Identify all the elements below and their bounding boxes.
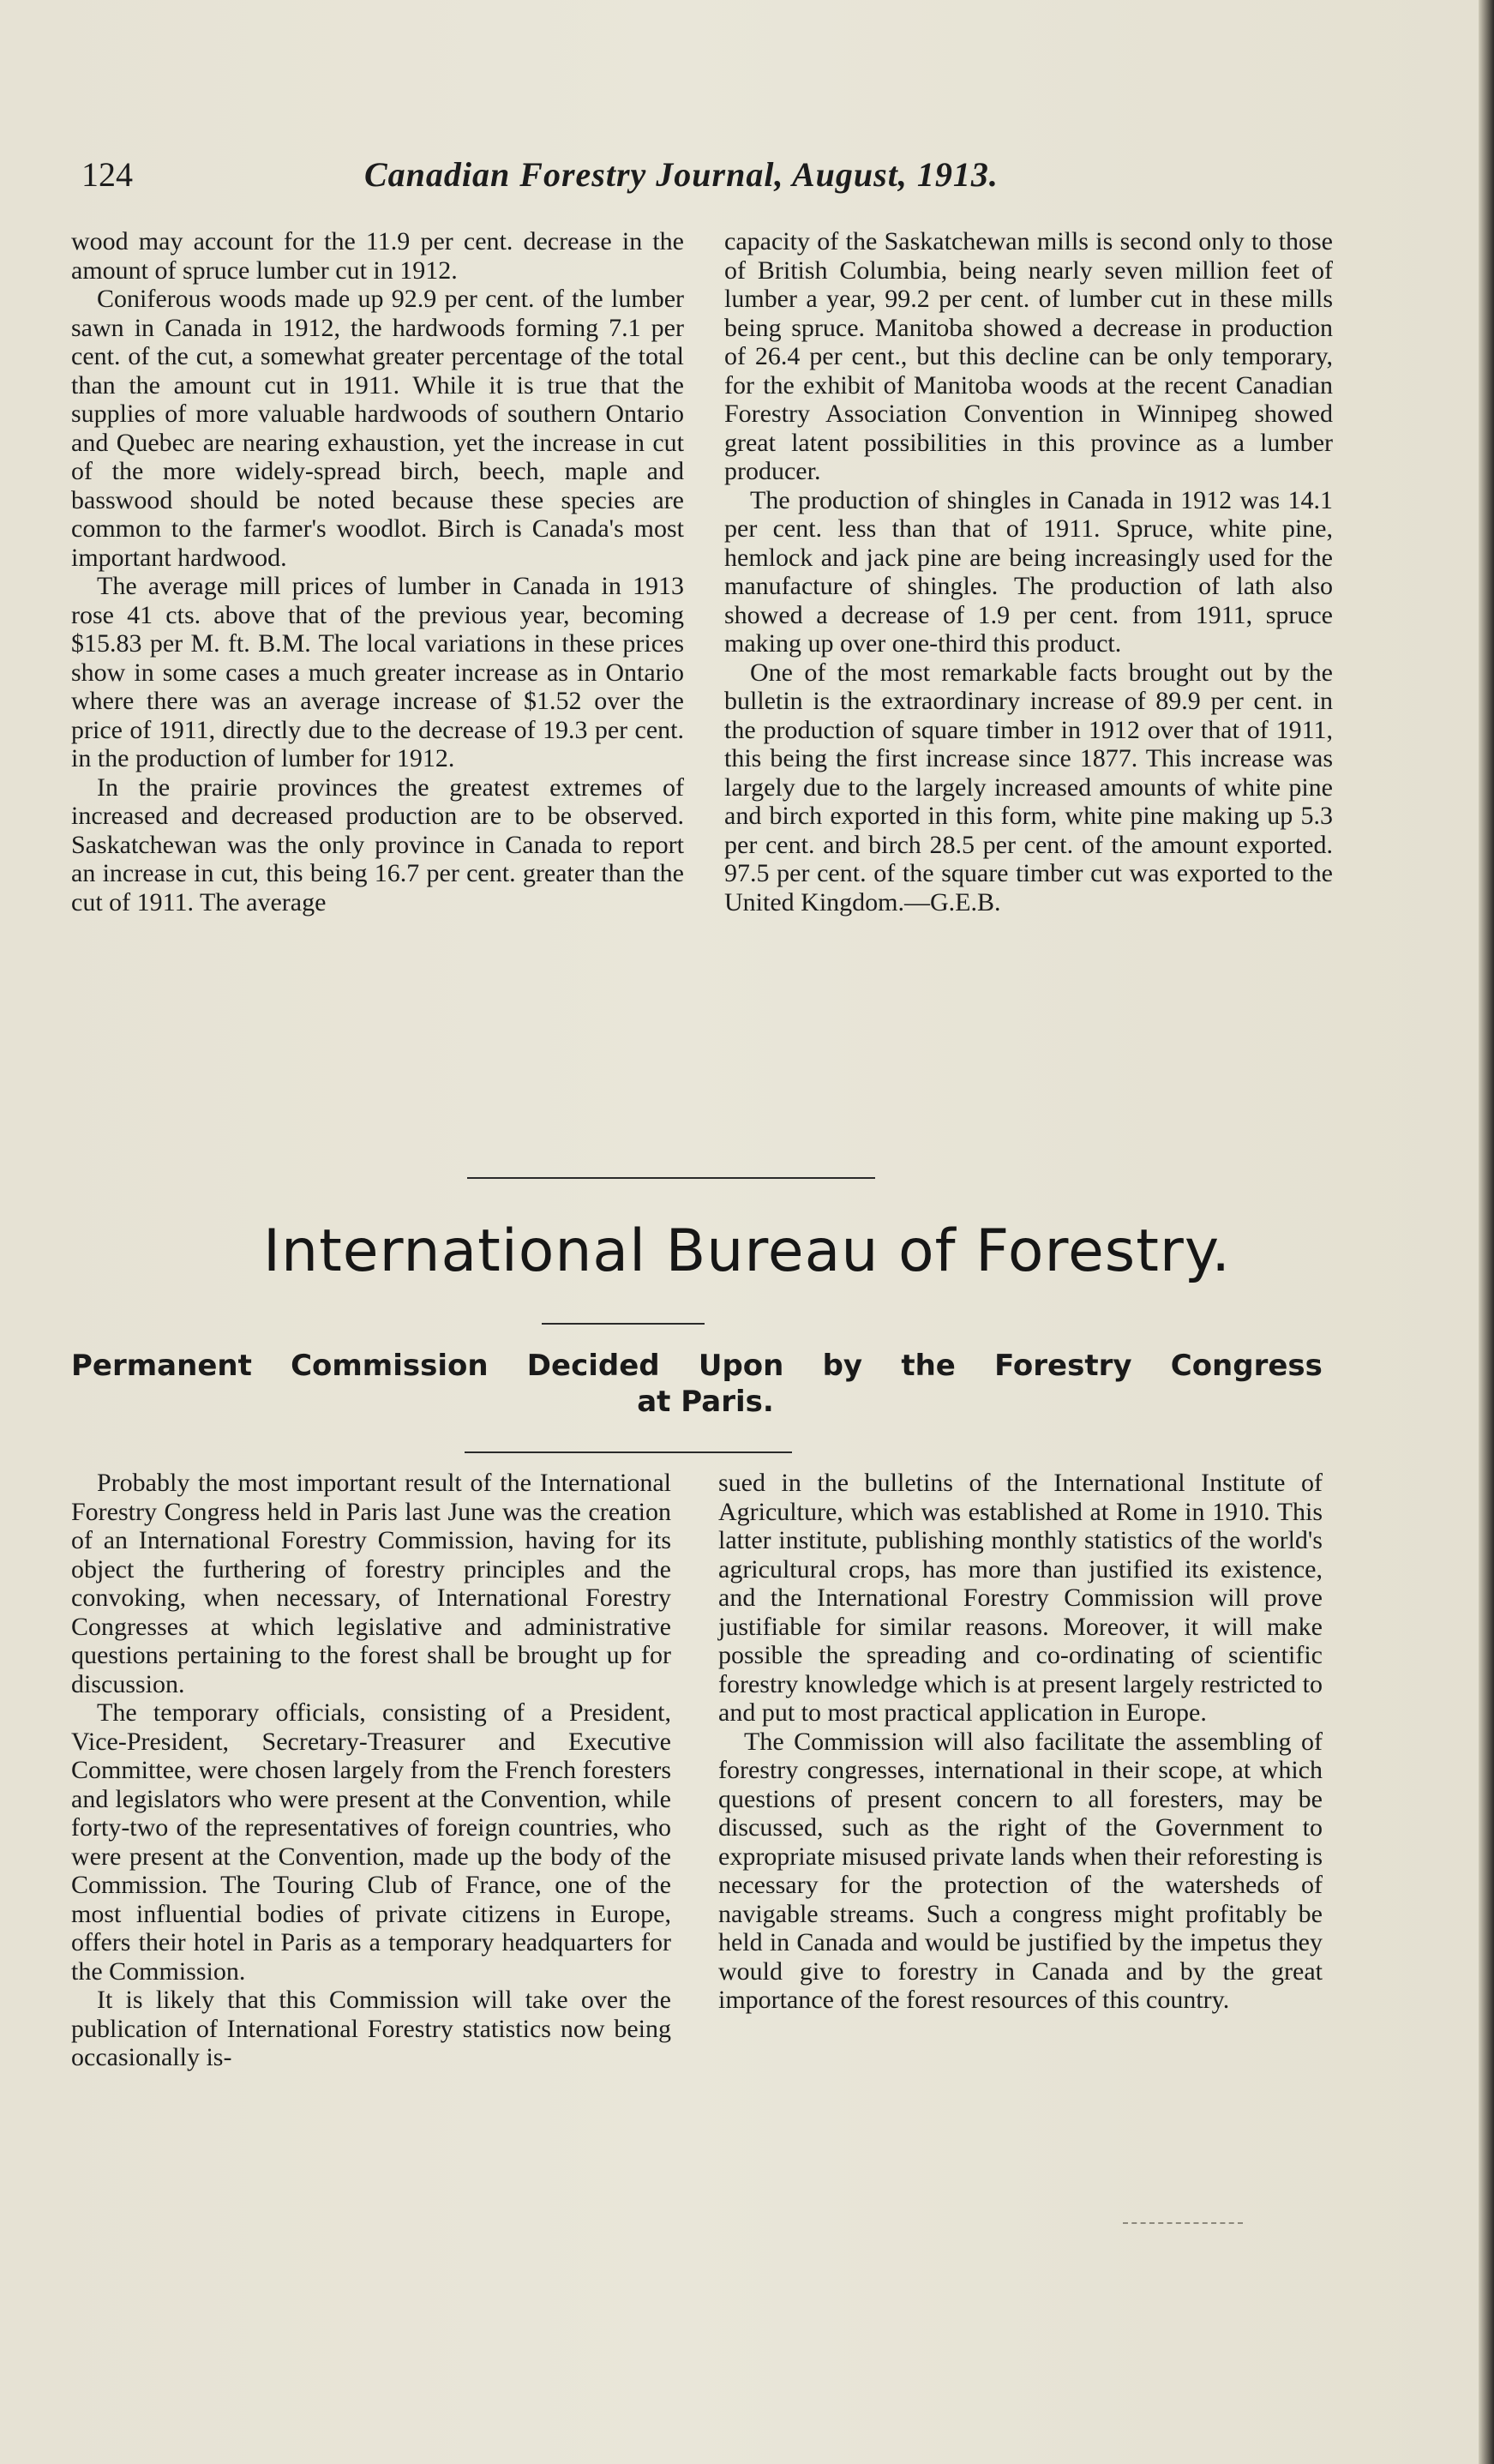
paragraph: sued in the bulletins of the International Institute of Agriculture, which was established at Rome in 1910. This latter institute, publishing monthly statistics of the world's agricultural crops, has more than justified its existence, and the International Forestry Commission will prove justifiable for similar reasons. Moreover, it will make possible the spreading and co-ordinating of scientific forestry knowledge which is at present largely restricted to and put to most practical application in Europe.	[718, 1469, 1323, 1727]
subtitle-line-1	[71, 1348, 1323, 1384]
paragraph: Coniferous woods made up 92.9 per cent. of the lumber sawn in Canada in 1912, the hardwoods forming 7.1 per cent. of the cut, a somewhat greater percentage of the total than the amount cut in 1911. While it is true that the supplies of more valuable hardwoods of southern Ontario and Quebec are nearing exhaustion, yet the increase in cut of the more widely-spread birch, beech, maple and basswood should be noted because these species are common to the farmer's woodlot. Birch is Canada's most important hardwood.	[71, 285, 684, 572]
subtitle-line-2: at Paris.	[637, 1385, 774, 1419]
paragraph: Probably the most important result of the International Forestry Congress held in Paris last June was the creation of an International Forestry Commission, having for its object the furthering of forestry principles and the convoking, when necessary, of International Forestry Congresses at which legislative and administrative questions pertaining to the forest shall be brought up for discussion.	[71, 1469, 671, 1698]
article-title: International Bureau of Forestry.	[262, 1217, 1231, 1285]
subtitle-word: Congress	[1170, 1349, 1323, 1383]
paragraph: The Commission will also facilitate the assembling of forestry congresses, international in their scope, at which questions of present concern to all foresters, may be discussed, such as the right of the Government to expropriate misused private lands when their reforesting is necessary for the protection of the watersheds of navigable streams. Such a congress might profitably be held in Canada and would be justified by the impetus they would give to forestry in Canada and by the great importance of the forest resources of this country.	[718, 1727, 1323, 2014]
paragraph: It is likely that this Commission will take over the publication of International Forestry statistics now being occasionally is-	[71, 1986, 671, 2071]
article2-column-right	[718, 1469, 1323, 2015]
paragraph: The average mill prices of lumber in Canada in 1913 rose 41 cts. above that of the previous year, becoming $15.83 per M. ft. B.M. The local variations in these prices show in some cases a much greater increase as in Ontario where there was an average increase of $1.52 over the price of 1911, directly due to the decrease of 19.3 per cent. in the production of lumber for 1912.	[71, 572, 684, 772]
subtitle-word: Permanent	[71, 1349, 252, 1383]
subtitle-word: Commission	[291, 1349, 489, 1383]
subtitle-word: Upon	[698, 1349, 784, 1383]
paragraph: One of the most remarkable facts brought out by the bulletin is the extraordinary increase of 89.9 per cent. in the production of square timber in 1912 over that of 1911, this being the first increase since 1877. This increase was largely due to the largely increased amounts of white pine and birch exported in this form, white pine making up 5.3 per cent. and birch 28.5 per cent. of the amount exported. 97.5 per cent. of the square timber cut was exported to the United Kingdom.—G.E.B.	[724, 658, 1333, 916]
paragraph: The production of shingles in Canada in 1912 was 14.1 per cent. less than that of 1911. Spruce, white pine, hemlock and jack pine are being increasingly used for the manufacture of shingles. The production of lath also showed a decrease of 1.9 per cent. from 1911, spruce making up over one-third this product.	[724, 485, 1333, 658]
article1-column-right	[724, 227, 1333, 916]
article2-column-left	[71, 1469, 671, 2072]
page-number: 124	[81, 155, 133, 194]
page-header	[81, 154, 1067, 206]
subtitle-divider	[465, 1451, 792, 1453]
subtitle-word: Forestry	[994, 1349, 1132, 1383]
article-subtitle	[71, 1348, 1323, 1420]
paragraph: wood may account for the 11.9 per cent. decrease in the amount of spruce lumber cut in 1912.	[71, 227, 684, 285]
paragraph: capacity of the Saskatchewan mills is second only to those of British Columbia, being nearly seven million feet of lumber a year, 99.2 per cent. of lumber cut in these mills being spruce. Manitoba showed a decrease in production of 26.4 per cent., but this decline can be only temporary, for the exhibit of Manitoba woods at the recent Canadian Forestry Association Convention in Winnipeg showed great latent possibilities in this province as a lumber producer.	[724, 227, 1333, 485]
section-divider	[467, 1177, 875, 1179]
title-underline	[542, 1323, 705, 1325]
footer-dash-mark	[1123, 2222, 1243, 2224]
article1-column-left	[71, 227, 684, 916]
subtitle-word: by	[822, 1349, 863, 1383]
journal-title: Canadian Forestry Journal, August, 1913.	[364, 155, 999, 194]
subtitle-word: Decided	[526, 1349, 660, 1383]
paragraph: In the prairie provinces the greatest extremes of increased and decreased production are to be observed. Saskatchewan was the only province in Canada to report an increase in cut, this being 16.7 per cent. greater than the cut of 1911. The average	[71, 772, 684, 916]
subtitle-word: the	[901, 1349, 956, 1383]
paragraph: The temporary officials, consisting of a President, Vice-President, Secretary-Treasurer and Executive Committee, were chosen largely from the French foresters and legislators who were present at the Convention, while forty-two of the representatives of foreign countries, who were present at the Convention, made up the body of the Commission. The Touring Club of France, one of the most influential bodies of private citizens in Europe, offers their hotel in Paris as a temporary headquarters for the Commission.	[71, 1698, 671, 1986]
